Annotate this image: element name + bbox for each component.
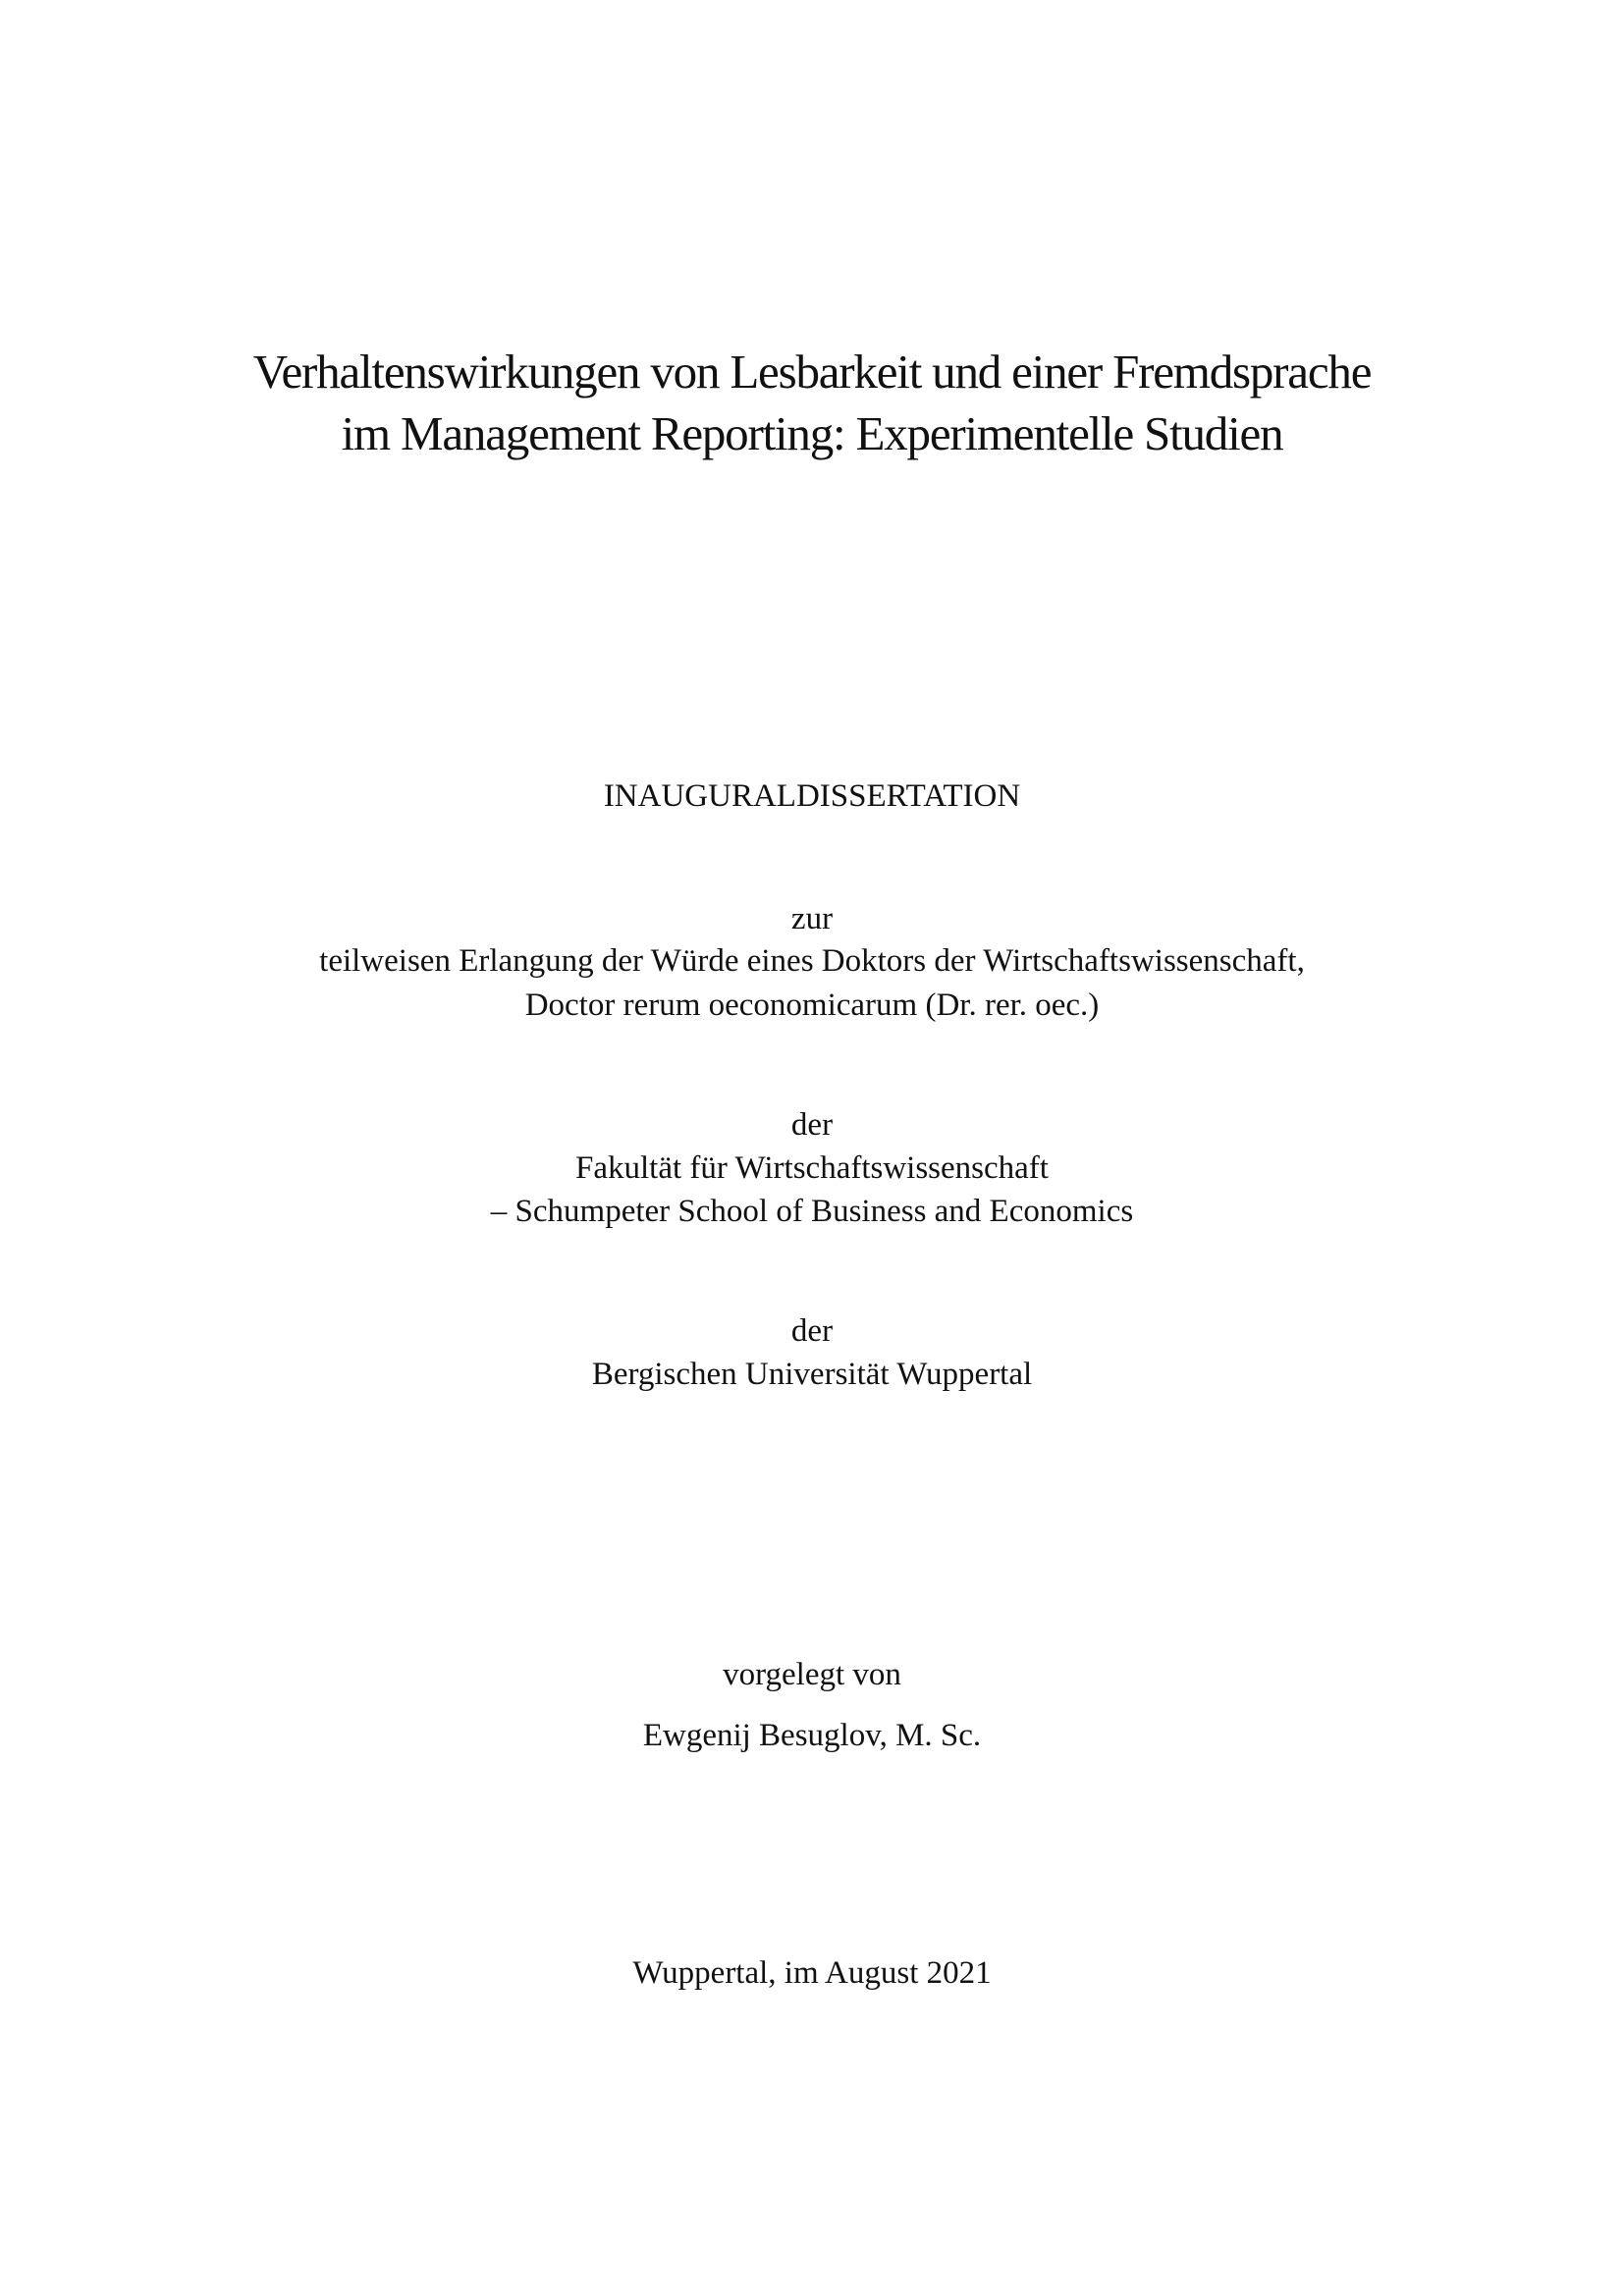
faculty-intro: der: [790, 1107, 834, 1143]
author-name: Ewgenij Besuglov, M. Sc.: [642, 1718, 982, 1753]
document-type: INAUGURALDISSERTATION: [603, 778, 1021, 814]
title-line-2: im Management Reporting: Experimentelle Studien: [341, 406, 1283, 460]
university-intro: der: [790, 1313, 834, 1349]
faculty-line-2: – Schumpeter School of Business and Economics: [490, 1194, 1134, 1229]
university-name: Bergischen Universität Wuppertal: [591, 1357, 1033, 1392]
title-line-1: Verhaltenswirkungen von Lesbarkeit und einer Fremdsprache: [252, 345, 1372, 399]
place-and-date: Wuppertal, im August 2021: [632, 1955, 992, 1991]
faculty-line-1: Fakultät für Wirtschaftswissenschaft: [575, 1150, 1049, 1186]
submitted-by-label: vorgelegt von: [723, 1657, 901, 1692]
purpose-intro: zur: [790, 901, 834, 936]
purpose-line-2: Doctor rerum oeconomicarum (Dr. rer. oec.): [524, 988, 1100, 1023]
purpose-line-1: teilweisen Erlangung der Würde eines Doktors der Wirtschaftswissenschaft,: [319, 943, 1305, 979]
